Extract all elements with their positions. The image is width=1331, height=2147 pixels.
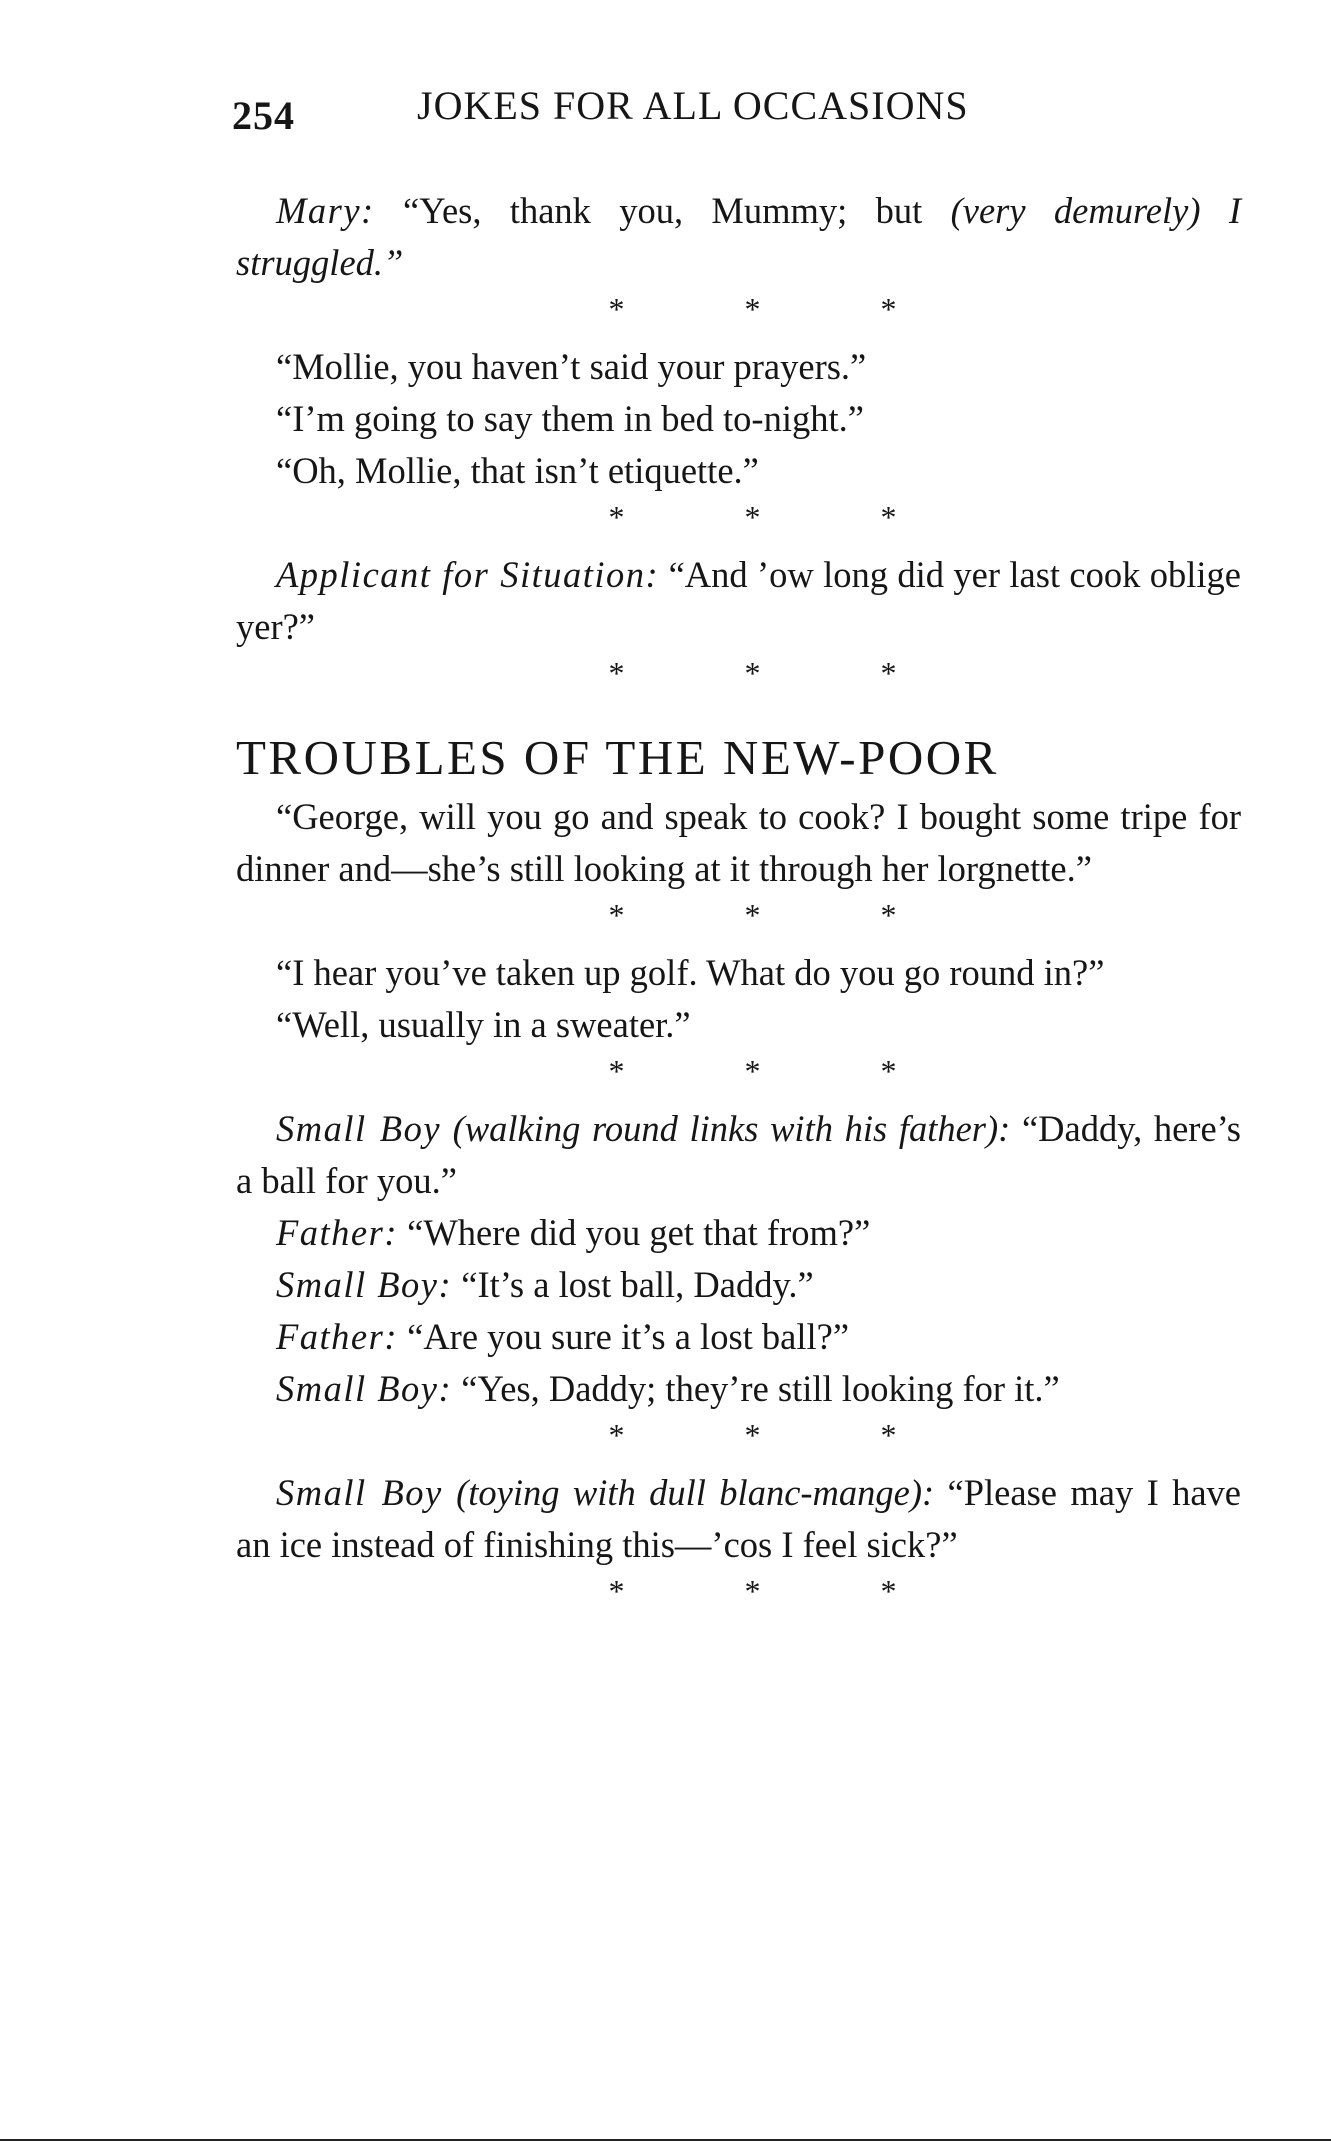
page-number: 254	[232, 93, 295, 138]
joke-mary	[236, 185, 1241, 289]
joke-mollie-line-1: “Mollie, you haven’t said your prayers.”	[276, 346, 867, 387]
dialogue-line: “It’s a lost ball, Daddy.”	[452, 1264, 814, 1305]
separator-stars: * * *	[608, 655, 953, 691]
scan-edge-line	[0, 2139, 1331, 2141]
separator-stars: * * *	[608, 1573, 953, 1609]
speaker-label: Small Boy:	[276, 1264, 453, 1305]
speaker-label: Father:	[276, 1316, 398, 1357]
running-title: JOKES FOR ALL OCCASIONS	[417, 83, 969, 128]
joke-applicant	[236, 549, 1241, 653]
separator-stars: * * *	[608, 291, 953, 327]
speaker-label: Applicant for Situation:	[276, 554, 660, 595]
dialogue-line: “Yes, thank you, Mummy; but	[403, 190, 951, 231]
joke-golf-line-1: “I hear you’ve taken up golf. What do you go round in?”	[276, 952, 1105, 993]
joke-golf-line-2: “Well, usually in a sweater.”	[276, 1004, 691, 1045]
page-header	[232, 82, 1052, 138]
separator-stars: * * *	[608, 897, 953, 933]
dialogue-line: “Please may I have an ice instead of finishing this—’cos I feel sick?”	[236, 1472, 1242, 1565]
joke-ball-exchange	[236, 1311, 1241, 1363]
joke-ball-exchange	[236, 1363, 1241, 1415]
joke-mollie-line-3: “Oh, Mollie, that isn’t etiquette.”	[276, 450, 759, 491]
section-title: TROUBLES OF THE NEW-POOR	[236, 730, 999, 785]
stage-direction: (toying with dull blanc-mange):	[442, 1472, 935, 1513]
joke-mollie-line-2: “I’m going to say them in bed to-night.”	[276, 398, 864, 439]
stage-direction: (walking round links with his father):	[441, 1108, 1011, 1149]
page-body	[236, 185, 1241, 1623]
joke-ball-intro	[236, 1103, 1241, 1207]
dialogue-line: “Yes, Daddy; they’re still looking for it.”	[452, 1368, 1060, 1409]
joke-ball-exchange	[236, 1207, 1241, 1259]
joke-ball-exchange	[236, 1259, 1241, 1311]
speaker-label: Small Boy:	[276, 1368, 453, 1409]
dialogue-line: “Daddy, here’s a ball for you.”	[236, 1108, 1241, 1201]
speaker-label: Mary:	[276, 190, 375, 231]
joke-cook: “George, will you go and speak to cook? I bought some tripe for dinner and—she’s still looking at it through her lorgnette.”	[236, 796, 1241, 889]
dialogue-line: “Where did you get that from?”	[398, 1212, 871, 1253]
speaker-label: Small Boy	[276, 1472, 443, 1513]
separator-stars: * * *	[608, 1417, 953, 1453]
separator-stars: * * *	[608, 1053, 953, 1089]
dialogue-line: “Are you sure it’s a lost ball?”	[398, 1316, 850, 1357]
speaker-label: Father:	[276, 1212, 398, 1253]
dialogue-line: “And ’ow long did yer last cook oblige yer?”	[236, 554, 1241, 647]
speaker-label: Small Boy	[276, 1108, 442, 1149]
separator-stars: * * *	[608, 499, 953, 535]
stage-direction: (very demurely) I struggled.”	[236, 190, 1241, 283]
joke-blancmange	[236, 1467, 1241, 1571]
